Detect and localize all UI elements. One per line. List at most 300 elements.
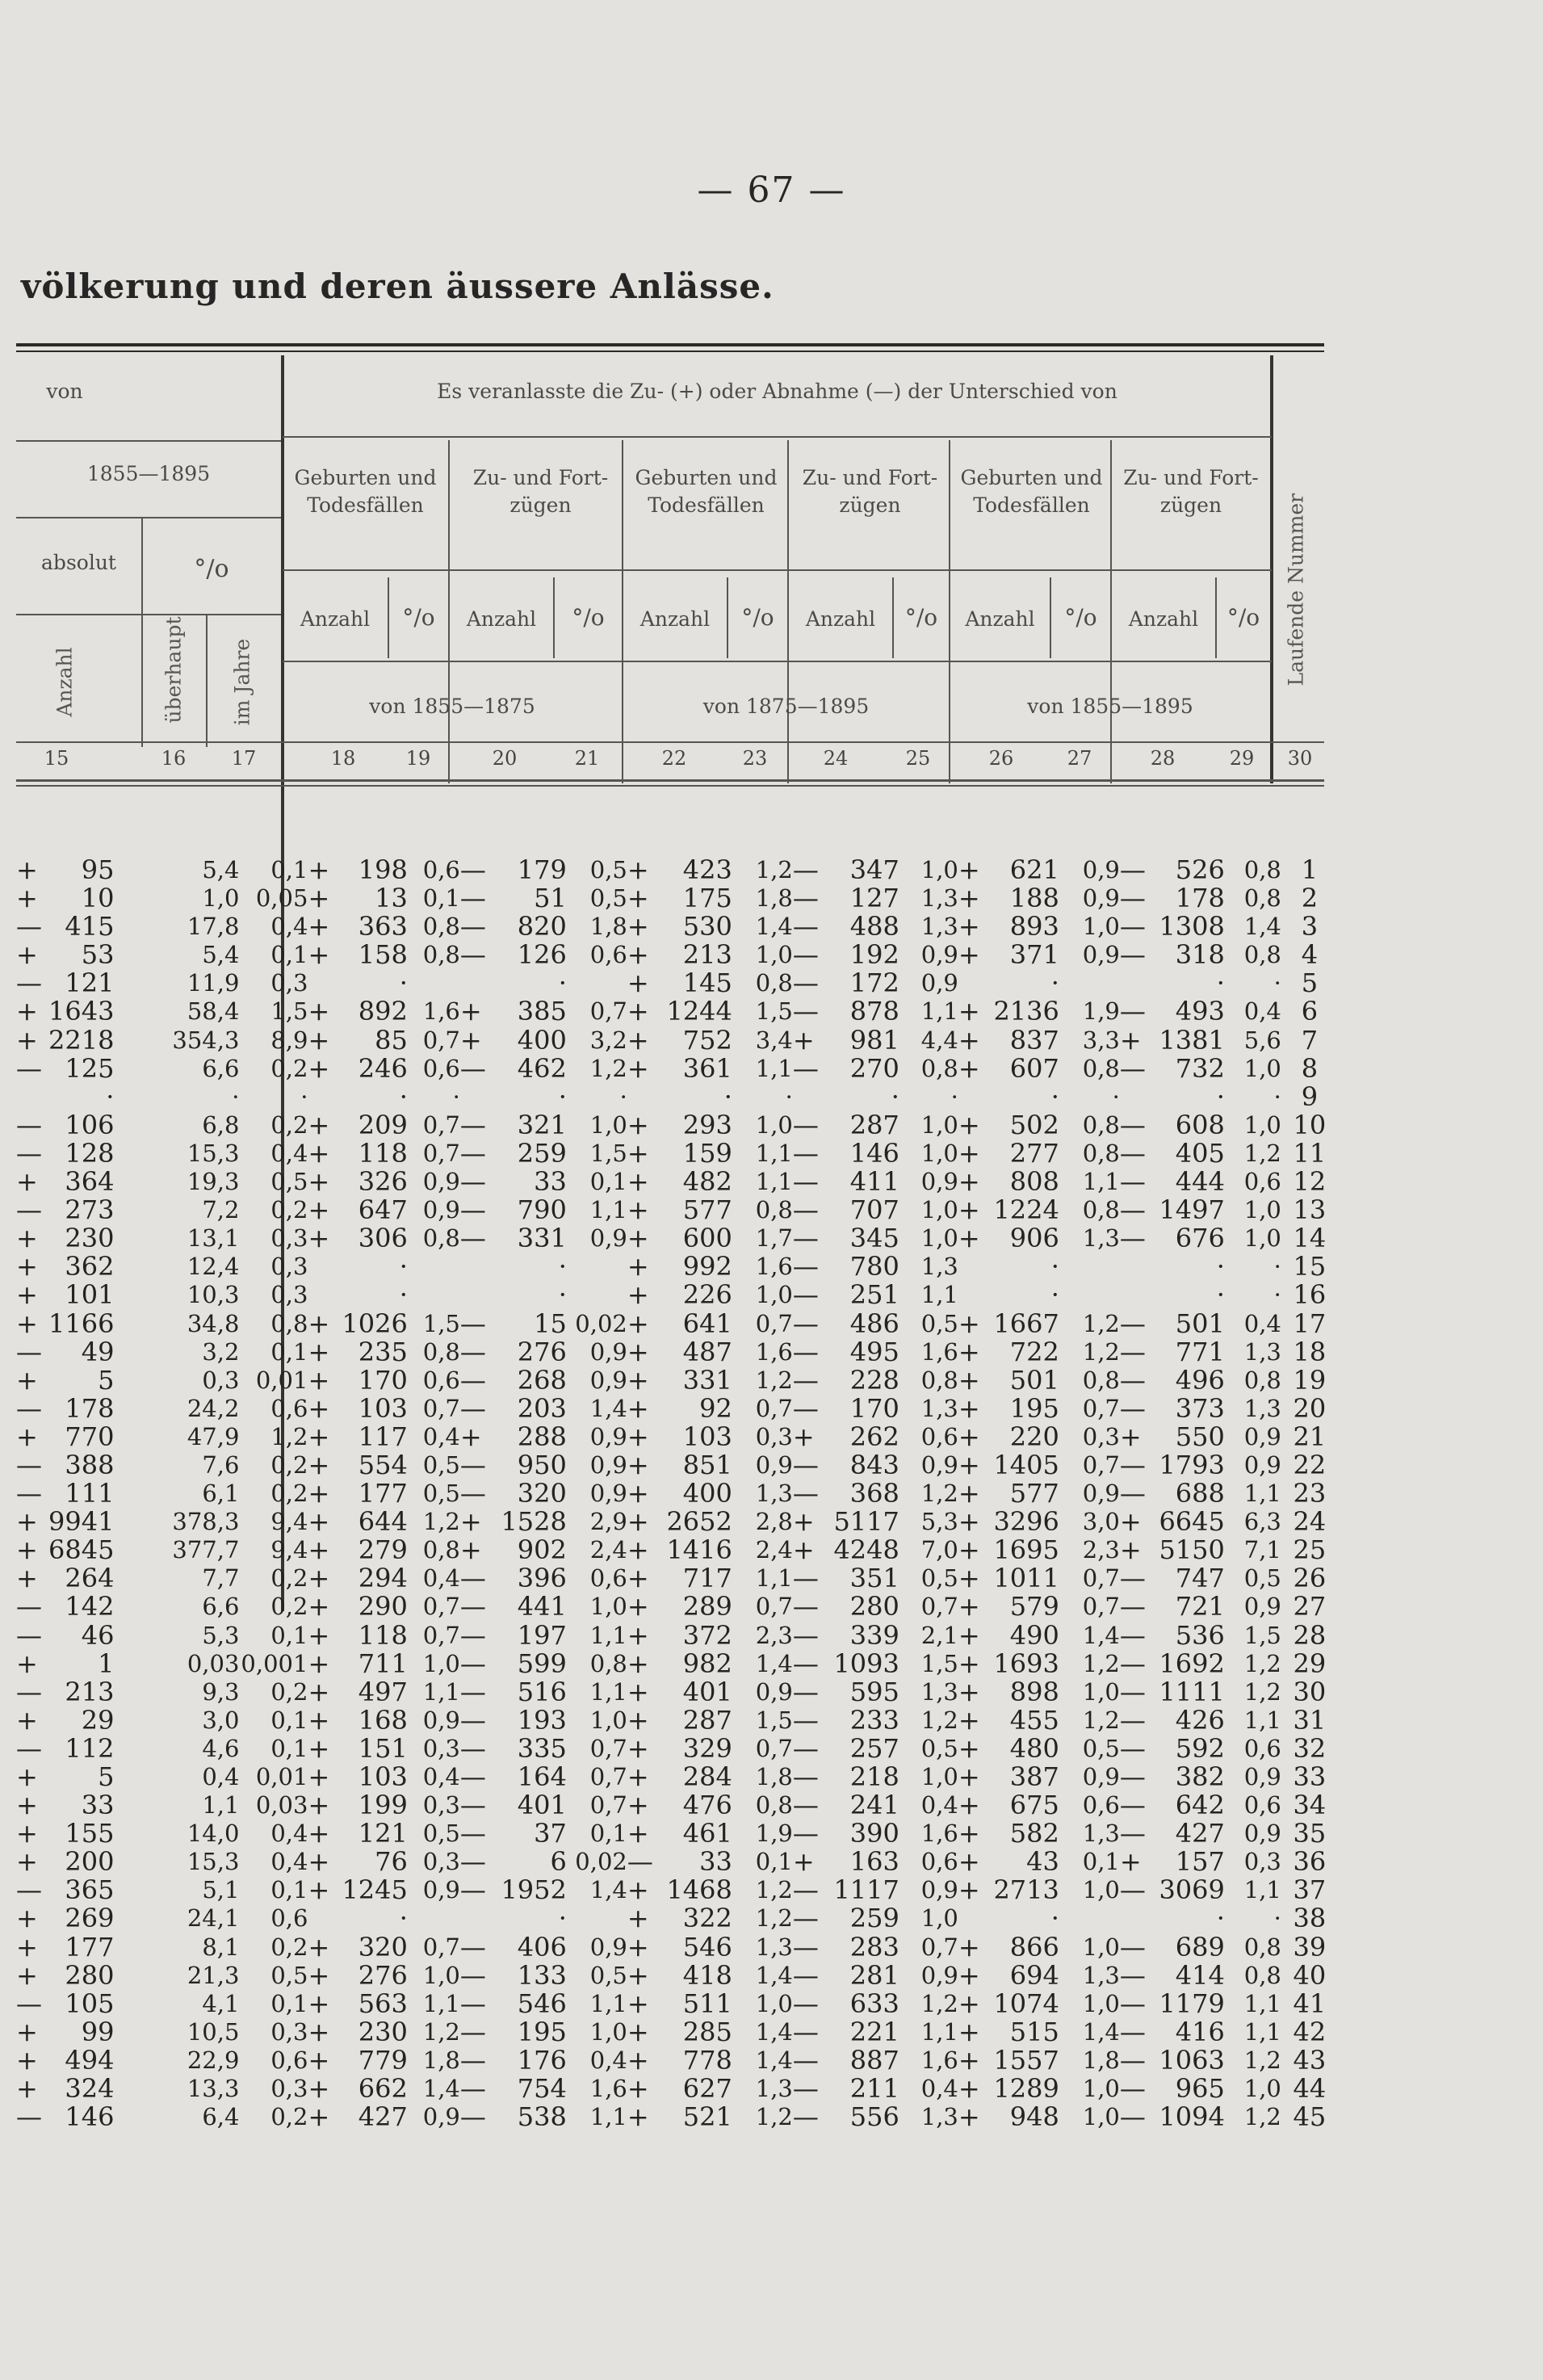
cell-pct-year: 0,6 bbox=[270, 1904, 308, 1933]
cell-sign-mig-3: + bbox=[1119, 1846, 1142, 1878]
cell-value-bd-1: 497 bbox=[358, 1676, 408, 1707]
cell-value-mig-1: 599 bbox=[517, 1648, 567, 1679]
column-number: 17 bbox=[231, 747, 257, 770]
cell-sign-abs: — bbox=[16, 1336, 42, 1367]
table-row bbox=[16, 884, 1338, 913]
cell-value-bd-3: 866 bbox=[1009, 1931, 1059, 1962]
cell-sign-mig-1 bbox=[460, 1253, 488, 1281]
cell-pct-total: 10,3 bbox=[187, 1281, 240, 1309]
cell-sign-abs: — bbox=[16, 1052, 42, 1084]
cell-value-bd-1: 199 bbox=[358, 1790, 408, 1821]
cell-sign-mig-3: — bbox=[1119, 1704, 1146, 1736]
cell-row-number: 13 bbox=[1293, 1194, 1327, 1226]
cell-value-mig-2: 368 bbox=[849, 1478, 899, 1509]
cell-value-mig-1: 51 bbox=[534, 883, 567, 914]
cell-pct-total: 8,1 bbox=[202, 1933, 240, 1961]
cell-pct-bd-1: 0,3 bbox=[422, 1734, 460, 1762]
cell-value-mig-2: 878 bbox=[849, 996, 899, 1027]
cell-pct-bd-2: 1,1 bbox=[755, 1139, 793, 1167]
cell-value-mig-3: 5150 bbox=[1159, 1534, 1225, 1566]
cell-sign-bd-2: + bbox=[627, 1704, 649, 1736]
cell-pct-bd-2: 1,2 bbox=[755, 2103, 793, 2131]
cell-sign-abs: + bbox=[16, 1648, 38, 1679]
cell-value-abs: 365 bbox=[65, 1874, 115, 1906]
cell-sign-bd-1: + bbox=[308, 1846, 330, 1878]
cell-sign-abs: + bbox=[16, 1166, 38, 1198]
column-number: 15 bbox=[44, 747, 69, 770]
cell-sign-mig-3: — bbox=[1119, 1648, 1146, 1679]
cell-pct-mig-3: 0,8 bbox=[1243, 1933, 1281, 1961]
cell-pct-year: 0,6 bbox=[270, 2046, 308, 2074]
cell-sign-bd-3: + bbox=[958, 1109, 980, 1140]
cell-value-mig-1: 133 bbox=[517, 1959, 567, 1991]
cell-sign-mig-1: — bbox=[459, 1449, 486, 1480]
cell-sign-bd-2: + bbox=[627, 1790, 649, 1821]
cell-pct-bd-3: 0,9 bbox=[1082, 941, 1120, 969]
cell-sign-bd-3: + bbox=[958, 1818, 980, 1849]
table-row bbox=[16, 856, 1338, 884]
cell-pct-bd-1: 0,4 bbox=[422, 1763, 460, 1790]
cell-sign-mig-2: — bbox=[792, 1449, 819, 1480]
cell-pct-mig-2: 1,6 bbox=[920, 2046, 958, 2074]
cell-value-bd-2: 487 bbox=[682, 1336, 732, 1367]
cell-pct-bd-1 bbox=[408, 1281, 460, 1309]
cell-pct-total: 10,5 bbox=[187, 2017, 240, 2046]
header-migration-1: Zu- und Fort- zügen bbox=[472, 466, 609, 517]
cell-pct-bd-2: 1,5 bbox=[755, 997, 793, 1026]
cell-pct-bd-2: 0,9 bbox=[755, 1677, 793, 1706]
cell-sign-mig-3: — bbox=[1119, 1336, 1146, 1367]
cell-sign-bd-1: + bbox=[308, 1732, 330, 1764]
table-row bbox=[16, 1735, 1338, 1763]
cell-pct-mig-1: 1,5 bbox=[589, 1139, 627, 1167]
cell-pct-bd-3: 1,0 bbox=[1082, 2103, 1120, 2131]
table-row bbox=[16, 1055, 1338, 1083]
cell-pct-total: 14,0 bbox=[187, 1820, 240, 1848]
cell-sign-mig-3: — bbox=[1119, 2073, 1146, 2105]
cell-value-mig-2: 251 bbox=[849, 1279, 899, 1311]
cell-value-bd-2: 851 bbox=[682, 1449, 732, 1480]
cell-value-mig-1: · bbox=[558, 1251, 567, 1282]
cell-row-number: 14 bbox=[1293, 1223, 1327, 1254]
cell-sign-mig-3: — bbox=[1119, 1478, 1146, 1509]
cell-value-bd-3: 3296 bbox=[993, 1506, 1059, 1538]
cell-pct-total: 378,3 bbox=[172, 1508, 240, 1536]
cell-value-bd-3: 898 bbox=[1009, 1676, 1059, 1707]
cell-sign-bd-2: + bbox=[627, 1761, 649, 1792]
cell-pct-mig-2: 1,3 bbox=[920, 884, 958, 913]
table-row bbox=[16, 1224, 1338, 1253]
cell-pct-bd-2: 1,6 bbox=[755, 1337, 793, 1366]
cell-sign-bd-3: + bbox=[958, 1421, 980, 1452]
cell-sign-mig-1: — bbox=[459, 1109, 486, 1140]
cell-pct-bd-3: 1,2 bbox=[1082, 1649, 1120, 1677]
cell-pct-mig-1: 1,0 bbox=[589, 1706, 627, 1734]
cell-pct-total: 7,2 bbox=[202, 1196, 240, 1224]
cell-pct-bd-2: 0,7 bbox=[755, 1734, 793, 1762]
cell-pct-total: 377,7 bbox=[172, 1536, 240, 1564]
cell-sign-mig-1: — bbox=[459, 1988, 486, 2019]
table-row bbox=[16, 1791, 1338, 1820]
cell-value-mig-3: 676 bbox=[1175, 1223, 1225, 1254]
cell-value-bd-1: 246 bbox=[358, 1052, 408, 1084]
cell-sign-bd-1: + bbox=[308, 1024, 330, 1056]
cell-value-bd-2: 717 bbox=[682, 1563, 732, 1594]
header-period-1: von 1855—1875 bbox=[369, 695, 535, 718]
cell-pct-bd-2: 1,2 bbox=[755, 1876, 793, 1904]
cell-sign-bd-1: + bbox=[308, 1506, 330, 1538]
cell-value-bd-2: 482 bbox=[682, 1166, 732, 1198]
cell-sign-bd-1: + bbox=[308, 2073, 330, 2105]
cell-value-bd-3: 808 bbox=[1009, 1166, 1059, 1198]
cell-value-mig-2: 170 bbox=[849, 1392, 899, 1424]
cell-value-bd-2: 461 bbox=[682, 1818, 732, 1849]
hrule bbox=[16, 741, 1324, 743]
cell-value-bd-2: 322 bbox=[682, 1903, 732, 1934]
header-migration-2: Zu- und Fort- zügen bbox=[802, 466, 938, 517]
cell-sign-mig-3: — bbox=[1119, 911, 1146, 942]
cell-pct-year: 0,5 bbox=[270, 1168, 308, 1196]
cell-pct-bd-1: 0,8 bbox=[422, 1536, 460, 1564]
cell-row-number: 34 bbox=[1293, 1790, 1327, 1821]
cell-pct-mig-2: 0,9 bbox=[920, 1450, 958, 1479]
cell-sign-bd-2: + bbox=[627, 1364, 649, 1396]
cell-pct-mig-2: 1,0 bbox=[920, 856, 958, 884]
cell-value-bd-1: · bbox=[399, 1251, 408, 1282]
cell-pct-bd-1: 0,5 bbox=[422, 1820, 460, 1848]
cell-value-abs: 10 bbox=[81, 883, 115, 914]
cell-row-number: 43 bbox=[1293, 2044, 1327, 2076]
cell-value-mig-3: 771 bbox=[1175, 1336, 1225, 1367]
cell-row-number: 17 bbox=[1293, 1308, 1327, 1339]
cell-value-bd-2: 213 bbox=[682, 939, 732, 971]
cell-pct-mig-2: 0,5 bbox=[920, 1309, 958, 1337]
cell-sign-mig-2: — bbox=[792, 1732, 819, 1764]
cell-row-number: 12 bbox=[1293, 1166, 1327, 1198]
cell-value-bd-2: 2652 bbox=[666, 1506, 732, 1538]
cell-value-bd-3: 1405 bbox=[993, 1449, 1059, 1480]
cell-pct-bd-2: 1,4 bbox=[755, 913, 793, 941]
table-row bbox=[16, 1933, 1338, 1962]
cell-sign-bd-1: + bbox=[308, 1364, 330, 1396]
header-period-3: von 1855—1895 bbox=[1027, 695, 1193, 718]
cell-sign-abs: + bbox=[16, 1279, 38, 1311]
cell-pct-mig-3: 1,3 bbox=[1243, 1394, 1281, 1422]
header-anzahl-rotated: Anzahl bbox=[52, 647, 77, 717]
cell-value-mig-1: 441 bbox=[517, 1591, 567, 1622]
cell-pct-bd-3: 0,8 bbox=[1082, 1054, 1120, 1082]
cell-pct-mig-2: 1,0 bbox=[920, 1763, 958, 1790]
cell-value-bd-3: 220 bbox=[1009, 1421, 1059, 1452]
cell-pct-mig-1: 0,1 bbox=[589, 1168, 627, 1196]
cell-value-bd-1: 892 bbox=[358, 996, 408, 1027]
cell-pct-mig-3: 5,6 bbox=[1243, 1026, 1281, 1054]
cell-sign-bd-3: + bbox=[958, 1166, 980, 1198]
cell-pct-bd-2: 2,8 bbox=[755, 1508, 793, 1536]
cell-value-bd-2: 600 bbox=[682, 1223, 732, 1254]
cell-value-bd-3: 1074 bbox=[993, 1988, 1059, 2019]
cell-pct-bd-2: 1,4 bbox=[755, 2017, 793, 2046]
cell-pct-bd-2: 1,2 bbox=[755, 1366, 793, 1394]
cell-pct-bd-1: 0,3 bbox=[422, 1848, 460, 1876]
cell-sign-bd-2: + bbox=[627, 1676, 649, 1707]
cell-value-bd-3: 277 bbox=[1009, 1137, 1059, 1169]
cell-sign-bd-3: + bbox=[958, 1449, 980, 1480]
cell-sign-abs: — bbox=[16, 1732, 42, 1764]
cell-sign-mig-1: — bbox=[459, 1137, 486, 1169]
cell-sign-abs: — bbox=[16, 1478, 42, 1509]
cell-pct-year: 0,3 bbox=[270, 1281, 308, 1309]
cell-pct-bd-3 bbox=[1059, 1904, 1120, 1933]
cell-pct-mig-1: 0,1 bbox=[589, 1820, 627, 1848]
cell-sign-abs: — bbox=[16, 1449, 42, 1480]
cell-pct-total: 47,9 bbox=[187, 1422, 240, 1450]
cell-sign-bd-3 bbox=[958, 969, 991, 997]
cell-value-bd-1: 168 bbox=[358, 1704, 408, 1736]
cell-sign-mig-1: — bbox=[459, 1676, 486, 1707]
cell-pct-bd-3: 0,9 bbox=[1082, 1480, 1120, 1508]
cell-sign-mig-3: — bbox=[1119, 1392, 1146, 1424]
cell-value-abs: 1 bbox=[98, 1648, 115, 1679]
cell-row-number: 36 bbox=[1293, 1846, 1327, 1878]
cell-pct-bd-1: 1,8 bbox=[422, 2046, 460, 2074]
cell-row-number: 40 bbox=[1293, 1959, 1327, 1991]
cell-value-bd-1: · bbox=[399, 1903, 408, 1934]
cell-sign-bd-1: + bbox=[308, 1619, 330, 1651]
cell-pct-bd-1: 1,4 bbox=[422, 2075, 460, 2103]
cell-value-bd-1: 279 bbox=[358, 1534, 408, 1566]
cell-pct-bd-2: 1,8 bbox=[755, 884, 793, 913]
cell-pct-bd-1: 1,5 bbox=[422, 1309, 460, 1337]
cell-sign-mig-2: — bbox=[792, 2073, 819, 2105]
cell-sign-bd-2: + bbox=[627, 996, 649, 1027]
cell-value-mig-2: 241 bbox=[849, 1790, 899, 1821]
cell-value-bd-3: 1224 bbox=[993, 1194, 1059, 1226]
cell-pct-mig-1 bbox=[567, 969, 627, 997]
cell-sign-bd-3: + bbox=[958, 1534, 980, 1566]
table-row bbox=[16, 1904, 1338, 1933]
cell-sign-mig-1: — bbox=[459, 1874, 486, 1906]
cell-sign-mig-1: — bbox=[459, 1336, 486, 1367]
cell-pct-bd-2: 1,2 bbox=[755, 1904, 793, 1933]
cell-pct-total: 24,1 bbox=[187, 1904, 240, 1933]
cell-pct-year: 0,8 bbox=[270, 1309, 308, 1337]
cell-value-mig-1: 321 bbox=[517, 1109, 567, 1140]
cell-pct-bd-1: 1,6 bbox=[422, 997, 460, 1026]
cell-sign-bd-3: + bbox=[958, 1336, 980, 1367]
cell-sign-bd-1: + bbox=[308, 996, 330, 1027]
cell-value-mig-3: 1179 bbox=[1159, 1988, 1225, 2019]
cell-value-mig-2: 5117 bbox=[833, 1506, 899, 1538]
table-row bbox=[16, 1848, 1338, 1876]
cell-pct-mig-1: 1,4 bbox=[589, 1394, 627, 1422]
cell-pct-mig-3: 1,1 bbox=[1243, 1989, 1281, 2017]
cell-pct-bd-2: 0,7 bbox=[755, 1593, 793, 1621]
cell-sign-bd-1: + bbox=[308, 883, 330, 914]
cell-value-bd-2: 982 bbox=[682, 1648, 732, 1679]
cell-sign-bd-3: + bbox=[958, 1846, 980, 1878]
cell-sign-bd-1: + bbox=[308, 1790, 330, 1821]
cell-row-number: 22 bbox=[1293, 1449, 1327, 1480]
cell-sign-mig-2 bbox=[793, 1083, 821, 1111]
cell-sign-mig-2: + bbox=[792, 1534, 815, 1566]
cell-value-mig-1: 790 bbox=[517, 1194, 567, 1226]
cell-value-abs: 364 bbox=[65, 1166, 115, 1198]
cell-pct-bd-3 bbox=[1059, 1253, 1120, 1281]
cell-value-mig-2: 280 bbox=[849, 1591, 899, 1622]
cell-value-mig-2: 218 bbox=[849, 1761, 899, 1792]
cell-pct-total: 3,2 bbox=[202, 1337, 240, 1366]
cell-value-bd-1: 103 bbox=[358, 1392, 408, 1424]
cell-pct-year: 1,5 bbox=[270, 997, 308, 1026]
cell-value-abs: 29 bbox=[81, 1704, 115, 1736]
cell-value-mig-3: · bbox=[1216, 1903, 1225, 1934]
cell-pct-bd-2: · bbox=[785, 1082, 793, 1110]
cell-pct-mig-2: 0,7 bbox=[920, 1593, 958, 1621]
cell-pct-bd-2: 0,8 bbox=[755, 969, 793, 997]
cell-pct-total: 6,6 bbox=[202, 1054, 240, 1082]
hrule bbox=[16, 440, 281, 442]
cell-sign-bd-1 bbox=[308, 969, 342, 997]
cell-pct-year: 0,2 bbox=[270, 2103, 308, 2131]
cell-sign-bd-1: + bbox=[308, 1449, 330, 1480]
cell-value-bd-1: 198 bbox=[358, 854, 408, 885]
cell-pct-year: 1,2 bbox=[270, 1422, 308, 1450]
cell-sign-abs: + bbox=[16, 883, 38, 914]
cell-sign-mig-3: — bbox=[1119, 1988, 1146, 2019]
cell-pct-mig-2: 5,3 bbox=[920, 1508, 958, 1536]
table-row bbox=[16, 1763, 1338, 1791]
cell-value-mig-3: · bbox=[1216, 1279, 1225, 1311]
cell-pct-bd-2: 0,3 bbox=[755, 1422, 793, 1450]
cell-pct-bd-3: 1,9 bbox=[1082, 997, 1120, 1026]
table-row bbox=[16, 1310, 1338, 1338]
cell-value-mig-1: 406 bbox=[517, 1931, 567, 1962]
cell-sign-bd-3: + bbox=[958, 1874, 980, 1906]
cell-pct-bd-3: 0,9 bbox=[1082, 856, 1120, 884]
cell-pct-bd-3: 1,3 bbox=[1082, 1820, 1120, 1848]
cell-sign-mig-2: — bbox=[792, 1619, 819, 1651]
table-row bbox=[16, 1593, 1338, 1621]
cell-sign-bd-3: + bbox=[958, 1308, 980, 1339]
cell-value-bd-2: 418 bbox=[682, 1959, 732, 1991]
cell-value-bd-1: 427 bbox=[358, 2101, 408, 2133]
cell-value-bd-3: · bbox=[1050, 968, 1059, 999]
cell-row-number: 5 bbox=[1301, 968, 1319, 999]
cell-value-mig-3: 444 bbox=[1175, 1166, 1225, 1198]
cell-sign-bd-2: + bbox=[627, 1166, 649, 1198]
table-row bbox=[16, 1820, 1338, 1848]
cell-sign-bd-3: + bbox=[958, 2044, 980, 2076]
cell-value-mig-3: 1497 bbox=[1159, 1194, 1225, 1226]
cell-sign-mig-3 bbox=[1120, 969, 1148, 997]
cell-pct-mig-3: 1,2 bbox=[1243, 1139, 1281, 1167]
cell-sign-mig-2: — bbox=[792, 1109, 819, 1140]
cell-pct-total: 15,3 bbox=[187, 1139, 240, 1167]
cell-sign-mig-3: + bbox=[1119, 1506, 1142, 1538]
cell-value-bd-2: 423 bbox=[682, 854, 732, 885]
cell-pct-mig-1: 1,1 bbox=[589, 1621, 627, 1649]
cell-value-bd-3: 515 bbox=[1009, 2016, 1059, 2047]
cell-sign-mig-1: + bbox=[459, 1421, 482, 1452]
cell-value-mig-3: 178 bbox=[1175, 883, 1225, 914]
cell-value-mig-2: 495 bbox=[849, 1336, 899, 1367]
cell-sign-mig-3: — bbox=[1119, 1449, 1146, 1480]
hrule bbox=[16, 517, 281, 518]
cell-sign-bd-1: + bbox=[308, 1336, 330, 1367]
cell-value-bd-1: 276 bbox=[358, 1959, 408, 1991]
cell-sign-mig-1: — bbox=[459, 1732, 486, 1764]
cell-value-bd-3: 694 bbox=[1009, 1959, 1059, 1991]
column-number: 16 bbox=[161, 747, 187, 770]
cell-pct-mig-2: 0,6 bbox=[920, 1422, 958, 1450]
cell-sign-bd-1: + bbox=[308, 1109, 330, 1140]
cell-pct-mig-1: 2,4 bbox=[589, 1536, 627, 1564]
cell-value-mig-3: 157 bbox=[1175, 1846, 1225, 1878]
cell-value-abs: 415 bbox=[65, 911, 115, 942]
cell-pct-total: 15,3 bbox=[187, 1848, 240, 1876]
cell-pct-year: 9,4 bbox=[270, 1508, 308, 1536]
cell-value-mig-2: 281 bbox=[849, 1959, 899, 1991]
cell-sign-mig-2: + bbox=[792, 1421, 815, 1452]
cell-sign-mig-1: — bbox=[459, 939, 486, 971]
cell-value-bd-2: 752 bbox=[682, 1024, 732, 1056]
cell-sign-mig-1: — bbox=[459, 1194, 486, 1226]
cell-sign-bd-1: + bbox=[308, 1676, 330, 1707]
column-number: 22 bbox=[661, 747, 687, 770]
cell-sign-bd-3: + bbox=[958, 1676, 980, 1707]
cell-sign-bd-3: + bbox=[958, 883, 980, 914]
cell-sign-abs: + bbox=[16, 1506, 38, 1538]
cell-sign-bd-2: + bbox=[627, 1223, 649, 1254]
cell-pct-mig-3: 1,2 bbox=[1243, 1677, 1281, 1706]
table-row bbox=[16, 1281, 1338, 1309]
cell-pct-bd-1: 1,2 bbox=[422, 1508, 460, 1536]
cell-pct-bd-1: 0,4 bbox=[422, 1422, 460, 1450]
cell-value-abs: 142 bbox=[65, 1591, 115, 1622]
cell-value-bd-1: 647 bbox=[358, 1194, 408, 1226]
cell-value-mig-1: 193 bbox=[517, 1704, 567, 1736]
cell-value-bd-2: 1416 bbox=[666, 1534, 732, 1566]
cell-pct-mig-2: 0,4 bbox=[920, 2075, 958, 2103]
cell-value-bd-1: 121 bbox=[358, 1818, 408, 1849]
cell-pct-bd-3: 1,3 bbox=[1082, 1961, 1120, 1989]
cell-sign-mig-3 bbox=[1120, 1083, 1148, 1111]
cell-sign-mig-2: — bbox=[792, 1563, 819, 1594]
cell-row-number: 7 bbox=[1301, 1024, 1319, 1056]
cell-value-bd-3: 480 bbox=[1009, 1732, 1059, 1764]
cell-pct-mig-2: 1,0 bbox=[920, 1139, 958, 1167]
cell-pct-total: 6,4 bbox=[202, 2103, 240, 2131]
cell-value-mig-3: 732 bbox=[1175, 1052, 1225, 1084]
cell-row-number: 45 bbox=[1293, 2101, 1327, 2133]
cell-sign-mig-3: — bbox=[1119, 1137, 1146, 1169]
cell-pct-mig-1 bbox=[567, 1253, 627, 1281]
cell-pct-bd-3: 1,4 bbox=[1082, 2017, 1120, 2046]
cell-sign-mig-2: — bbox=[792, 1364, 819, 1396]
cell-pct-mig-3: 1,2 bbox=[1243, 1649, 1281, 1677]
hrule bbox=[16, 779, 1324, 782]
cell-sign-abs: — bbox=[16, 1392, 42, 1424]
cell-sign-abs: — bbox=[16, 1591, 42, 1622]
cell-value-mig-3: 1692 bbox=[1159, 1648, 1225, 1679]
cell-sign-mig-2: — bbox=[792, 1988, 819, 2019]
cell-sign-mig-1 bbox=[460, 1083, 488, 1111]
cell-pct-mig-3: 7,1 bbox=[1243, 1536, 1281, 1564]
cell-sign-bd-1: + bbox=[308, 1534, 330, 1566]
cell-value-mig-3: 427 bbox=[1175, 1818, 1225, 1849]
cell-value-bd-2: 92 bbox=[699, 1392, 732, 1424]
